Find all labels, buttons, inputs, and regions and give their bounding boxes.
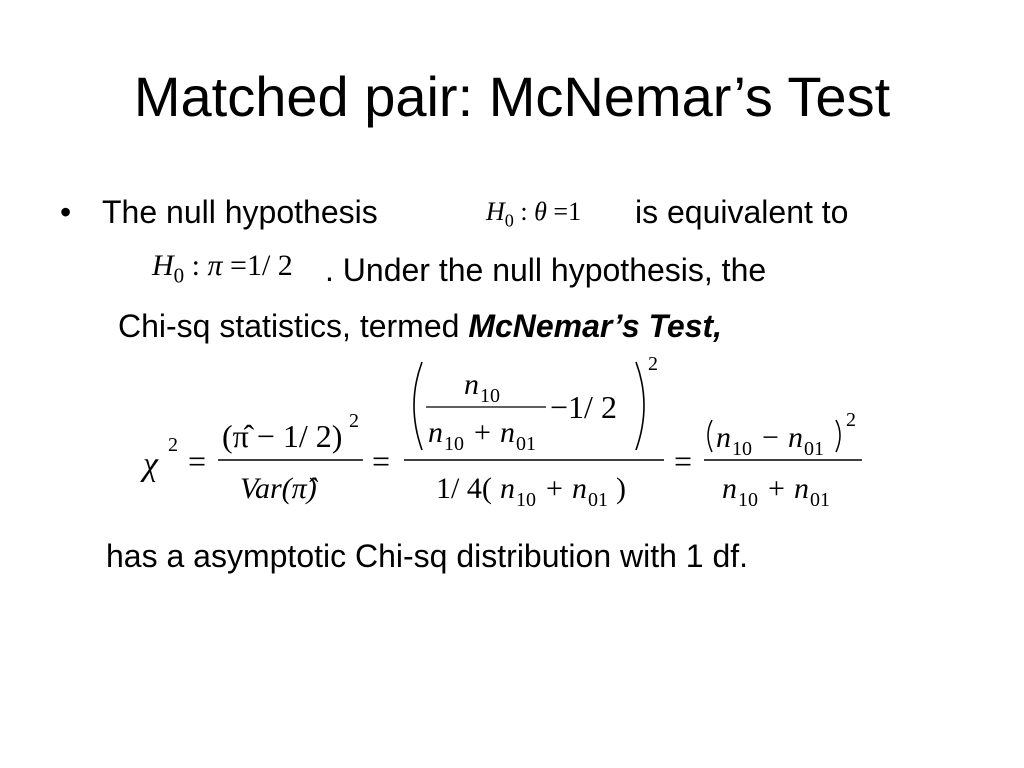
inner-den-plus: + xyxy=(474,416,491,449)
den2-n1: n xyxy=(500,472,515,505)
equals-3: = xyxy=(674,443,693,479)
line2-suffix: . Under the null hypothesis, the xyxy=(325,252,767,288)
chi-exponent: 2 xyxy=(168,434,178,456)
equals-1: = xyxy=(188,443,207,479)
line3-comma: , xyxy=(713,308,723,344)
term3-num-n2: n xyxy=(788,421,803,454)
term3-exponent: 2 xyxy=(846,409,856,431)
den2-n2: n xyxy=(572,472,587,505)
inner-den-n2: n xyxy=(500,416,515,449)
bullet-marker: • xyxy=(60,194,72,230)
h0-subscript: 0 xyxy=(173,263,185,288)
quarter: 1/ 4( xyxy=(436,472,492,505)
line3-prefix: Chi-sq statistics, termed xyxy=(118,308,469,344)
term3-den-plus: + xyxy=(768,472,785,505)
right-big-paren xyxy=(636,362,644,450)
den2-close: ) xyxy=(616,472,626,505)
term3-den-sub1: 10 xyxy=(738,489,758,511)
den2-plus: + xyxy=(546,472,563,505)
term3-num-minus: − xyxy=(762,421,779,454)
line1-suffix: is equivalent to xyxy=(635,194,849,230)
line1-prefix: The null hypothesis xyxy=(102,194,378,230)
term1-exponent: 2 xyxy=(349,410,359,432)
theta-symbol: θ xyxy=(534,197,547,226)
conclusion-text: has a asymptotic Chi-sq distribution with 1 df. xyxy=(106,538,749,574)
h0-subscript: 0 xyxy=(504,210,514,231)
den2-sub2: 01 xyxy=(588,489,608,511)
equals-2: = xyxy=(372,443,391,479)
inner-den-sub1: 10 xyxy=(444,433,464,455)
slide-title: Matched pair: McNemar’s Test xyxy=(133,65,891,128)
minus-half: −1/ 2 xyxy=(550,389,617,425)
term3-num-sub1: 10 xyxy=(732,438,752,460)
inner-n-sub: 10 xyxy=(480,385,500,407)
h0-symbol: H xyxy=(486,197,505,226)
term3-den-n1: n xyxy=(722,472,737,505)
term1-numerator: (π̂ − 1/ 2) xyxy=(222,418,343,454)
term3-left-paren xyxy=(708,420,712,452)
colon-symbol: : xyxy=(520,197,528,226)
equals-symbol: = xyxy=(553,197,569,226)
term3-den-sub2: 01 xyxy=(810,489,830,511)
h0-symbol: H xyxy=(152,249,174,282)
inner-den-n1: n xyxy=(428,416,443,449)
term3-num-n1: n xyxy=(716,421,731,454)
den2-sub1: 10 xyxy=(516,489,536,511)
one-value: 1 xyxy=(568,197,582,226)
equals-symbol: = xyxy=(230,249,247,282)
half-value: 1/ 2 xyxy=(246,249,293,282)
term3-num-sub2: 01 xyxy=(804,438,824,460)
term1-denominator: Var(π̂) xyxy=(240,472,317,505)
term3-den-n2: n xyxy=(794,472,809,505)
pi-symbol: π xyxy=(207,249,223,282)
chi-symbol: χ xyxy=(143,446,158,483)
left-big-paren xyxy=(414,362,422,450)
mcnemar-test-term: McNemar’s Test xyxy=(468,308,714,344)
paren-exponent: 2 xyxy=(648,353,658,375)
colon-symbol: : xyxy=(191,249,201,282)
term3-right-paren xyxy=(836,420,840,452)
inner-n: n xyxy=(464,368,479,401)
inner-den-sub2: 01 xyxy=(516,433,536,455)
